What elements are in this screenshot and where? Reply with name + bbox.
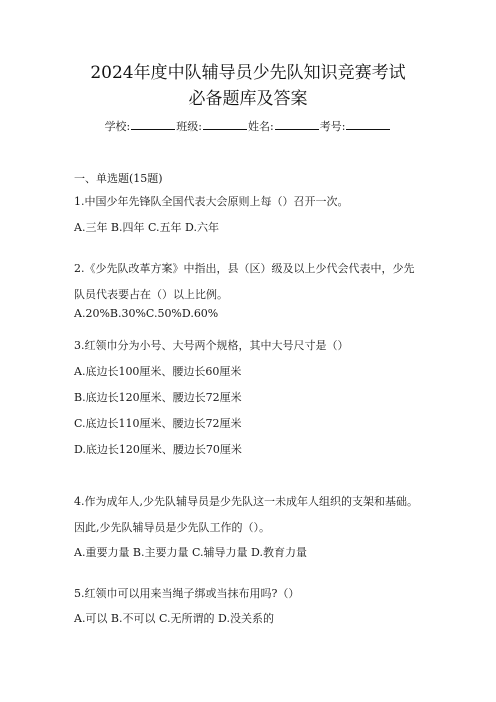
- question-3-stem: 3.红领巾分为小号、大号两个规格，其中大号尺寸是（）: [74, 339, 349, 352]
- question-2-options: A.20%B.30%C.50%D.60%: [74, 307, 219, 320]
- name-blank: [275, 119, 319, 130]
- section-heading: 一、单选题(15题): [74, 172, 163, 185]
- name-label: 姓名:: [248, 120, 274, 133]
- question-1-options: A.三年 B.四年 C.五年 D.六年: [74, 221, 219, 234]
- question-2-stem-line1: 2.《少先队改革方案》中指出，县（区）级及以上少代会代表中，少先: [74, 262, 415, 275]
- student-info-line: [0, 119, 496, 134]
- document-title-line1: 2024年度中队辅导员少先队知识竞赛考试: [90, 63, 406, 83]
- question-4-stem-line2: 因此,少先队辅导员是少先队工作的（）。: [74, 521, 270, 534]
- school-label: 学校:: [104, 120, 131, 133]
- question-2-stem-line2: 队员代表要占在（）以上比例。: [74, 288, 228, 301]
- question-4-options: A.重要力量 B.主要力量 C.辅导力量 D.教育力量: [74, 546, 307, 559]
- exam-no-label: 考号:: [319, 120, 346, 133]
- class-label: 班级:: [176, 120, 202, 133]
- document-title-line2: 必备题库及答案: [188, 89, 308, 109]
- question-3-option-a: A.底边长100厘米、腰边长60厘米: [74, 365, 242, 378]
- question-3-option-c: C.底边长110厘米、腰边长72厘米: [74, 417, 242, 430]
- question-1-stem: 1.中国少年先锋队全国代表大会原则上每（）召开一次。: [74, 195, 349, 208]
- school-blank: [131, 119, 175, 130]
- question-3-option-d: D.底边长120厘米、腰边长70厘米: [74, 443, 242, 456]
- question-5-options: A.可以 B.不可以 C.无所谓的 D.没关系的: [74, 612, 274, 625]
- question-4-stem-line1: 4.作为成年人,少先队辅导员是少先队这一未成年人组织的支架和基础。: [74, 495, 418, 508]
- class-blank: [203, 119, 247, 130]
- exam-no-blank: [346, 119, 390, 130]
- question-3-option-b: B.底边长120厘米、腰边长72厘米: [74, 391, 242, 404]
- question-5-stem: 5.红领巾可以用来当绳子绑或当抹布用吗?（）: [74, 587, 300, 600]
